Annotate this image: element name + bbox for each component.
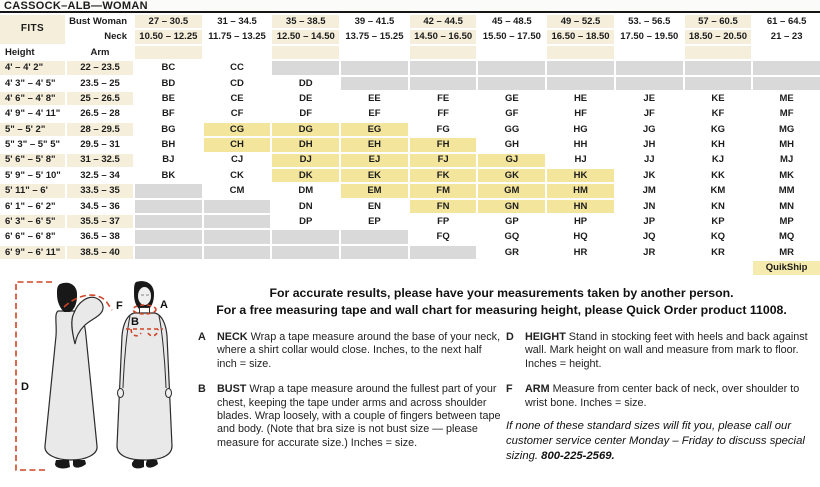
bust-range-header: 42 – 44.5 [410, 15, 477, 28]
size-cell: KN [685, 200, 752, 213]
empty-cell [410, 77, 477, 90]
size-cell: HN [547, 200, 614, 213]
spacer-cell [753, 46, 820, 59]
measure-def-D [506, 331, 818, 371]
fits-header: FITS [0, 15, 65, 44]
size-cell: FQ [410, 230, 477, 243]
collar [140, 308, 150, 314]
spacer-cell [410, 46, 477, 59]
size-cell: FN [410, 200, 477, 213]
size-cell: MP [753, 215, 820, 228]
size-cell: EJ [341, 154, 408, 167]
arm-range: 38.5 – 40 [67, 246, 133, 259]
size-cell: HG [547, 123, 614, 136]
size-cell: MG [753, 123, 820, 136]
spacer-cell [478, 46, 545, 59]
def-letter: B [198, 383, 206, 396]
size-cell: KQ [685, 230, 752, 243]
bust-range-header: 39 – 41.5 [341, 15, 408, 28]
arm-range: 23.5 – 25 [67, 77, 133, 90]
size-cell: BE [135, 92, 202, 105]
bust-range-header: 57 – 60.5 [685, 15, 752, 28]
size-cell: GE [478, 92, 545, 105]
size-cell: GQ [478, 230, 545, 243]
neck-header: Neck [67, 30, 133, 43]
size-cell: MN [753, 200, 820, 213]
empty-cell [616, 77, 683, 90]
hand-left [118, 389, 124, 398]
defs-left [198, 331, 501, 462]
size-cell: HQ [547, 230, 614, 243]
size-cell: FF [410, 107, 477, 120]
arm-range: 29.5 – 31 [67, 138, 133, 151]
size-cell: KK [685, 169, 752, 182]
size-cell: GF [478, 107, 545, 120]
size-cell: HR [547, 246, 614, 259]
def-letter: F [506, 383, 513, 396]
def-letter: A [198, 331, 206, 343]
special-sizing-text: If none of these standard sizes will fit you, please call our customer service center Monday – Friday to discuss special sizing. [506, 420, 805, 462]
size-cell: EF [341, 107, 408, 120]
figure-svg [0, 280, 200, 482]
size-cell: DN [272, 200, 339, 213]
spacer-cell [685, 46, 752, 59]
special-sizing-phone: 800-225-2569. [541, 449, 615, 462]
height-range: 6' 3" – 6' 5" [0, 215, 65, 228]
special-sizing-note [506, 419, 818, 463]
size-cell: HE [547, 92, 614, 105]
size-cell: MM [753, 184, 820, 197]
empty-cell [341, 77, 408, 90]
raised-arm [72, 297, 103, 344]
height-range: 4' – 4' 2" [0, 61, 65, 74]
arm-range: 36.5 – 38 [67, 230, 133, 243]
empty-cell [341, 246, 408, 259]
intro-line-2: For a free measuring tape and wall chart for measuring height, please Quick Order product 11008. [216, 302, 787, 317]
size-grid [0, 15, 820, 275]
size-cell: HF [547, 107, 614, 120]
empty-cell [272, 61, 339, 74]
size-cell: DJ [272, 154, 339, 167]
size-cell: GJ [478, 154, 545, 167]
empty-cell [341, 61, 408, 74]
size-cell: KP [685, 215, 752, 228]
arm-range: 33.5 – 35 [67, 184, 133, 197]
size-cell: GP [478, 215, 545, 228]
empty-cell [753, 77, 820, 90]
size-cell: DD [272, 77, 339, 90]
size-cell: CE [204, 92, 271, 105]
size-cell: HK [547, 169, 614, 182]
size-cell: EH [341, 138, 408, 151]
feet-front [132, 460, 158, 468]
height-range: 5' 9" – 5' 10" [0, 169, 65, 182]
size-cell: BH [135, 138, 202, 151]
spacer-cell [135, 46, 202, 59]
size-cell: CH [204, 138, 271, 151]
size-cell: EE [341, 92, 408, 105]
size-cell: DF [272, 107, 339, 120]
size-cell: HM [547, 184, 614, 197]
empty-cell [478, 77, 545, 90]
neck-range-header: 18.50 – 20.50 [685, 30, 752, 43]
size-cell: MR [753, 246, 820, 259]
size-cell: FE [410, 92, 477, 105]
neck-range-header: 10.50 – 12.25 [135, 30, 202, 43]
empty-cell [272, 230, 339, 243]
size-cell: HJ [547, 154, 614, 167]
height-header: Height [0, 46, 65, 59]
def-letter: D [506, 331, 514, 343]
bust-range-header: 49 – 52.5 [547, 15, 614, 28]
arm-range: 25 – 26.5 [67, 92, 133, 105]
size-cell: FK [410, 169, 477, 182]
def-text: NECK Wrap a tape measure around the base of your neck, where a shirt collar would close. Inches, to the next half inch = size. [217, 331, 501, 370]
size-cell: EK [341, 169, 408, 182]
empty-cell [135, 184, 202, 197]
spacer-cell [547, 46, 614, 59]
size-cell: GR [478, 246, 545, 259]
height-range: 4' 6" – 4' 8" [0, 92, 65, 105]
intro-text [185, 285, 818, 318]
size-cell: JF [616, 107, 683, 120]
empty-cell [135, 230, 202, 243]
size-cell: BD [135, 77, 202, 90]
size-cell: DE [272, 92, 339, 105]
label-f: F [116, 300, 123, 312]
empty-cell [685, 61, 752, 74]
spacer-cell [272, 46, 339, 59]
quikship-badge: QuikShip [753, 261, 820, 274]
size-cell: JP [616, 215, 683, 228]
arm-range: 31 – 32.5 [67, 154, 133, 167]
empty-cell [341, 230, 408, 243]
size-cell: CJ [204, 154, 271, 167]
measure-def-B [198, 383, 501, 450]
intro-line-1: For accurate results, please have your measurements taken by another person. [269, 286, 734, 300]
neck-range-header: 12.50 – 14.50 [272, 30, 339, 43]
size-cell: GH [478, 138, 545, 151]
height-range: 4' 9" – 4' 11" [0, 107, 65, 120]
size-cell: GM [478, 184, 545, 197]
height-range: 5" – 5' 2" [0, 123, 65, 136]
spacer-cell [341, 46, 408, 59]
size-cell: KR [685, 246, 752, 259]
size-cell: JQ [616, 230, 683, 243]
arm-range: 28 – 29.5 [67, 123, 133, 136]
empty-cell [204, 230, 271, 243]
arm-range: 35.5 – 37 [67, 215, 133, 228]
size-cell: FH [410, 138, 477, 151]
size-cell: FM [410, 184, 477, 197]
size-cell: JE [616, 92, 683, 105]
height-range: 5' 6" – 5' 8" [0, 154, 65, 167]
quikship-spacer [0, 261, 751, 274]
empty-cell [204, 246, 271, 259]
empty-cell [753, 61, 820, 74]
size-cell: EP [341, 215, 408, 228]
bust-range-header: 45 – 48.5 [478, 15, 545, 28]
spacer-cell [204, 46, 271, 59]
bust-range-header: 61 – 64.5 [753, 15, 820, 28]
size-cell: MH [753, 138, 820, 151]
def-text: BUST Wrap a tape measure around the fullest part of your chest, keeping the tape under arms and across shoulder blades. Wrap loosely, with a couple of fingers between tape and body. (Note that bra size is not bust size — please measure for accurate size.) Inches = size. [217, 383, 501, 449]
neck-range-header: 15.50 – 17.50 [478, 30, 545, 43]
size-cell: CD [204, 77, 271, 90]
empty-cell [685, 77, 752, 90]
size-cell: BC [135, 61, 202, 74]
size-cell: BF [135, 107, 202, 120]
height-range: 6' 1" – 6' 2" [0, 200, 65, 213]
height-range: 6' 9" – 6' 11" [0, 246, 65, 259]
size-cell: KH [685, 138, 752, 151]
size-cell: DP [272, 215, 339, 228]
size-cell: DH [272, 138, 339, 151]
size-cell: BG [135, 123, 202, 136]
size-cell: FJ [410, 154, 477, 167]
size-cell: CK [204, 169, 271, 182]
empty-cell [135, 215, 202, 228]
size-cell: DM [272, 184, 339, 197]
size-cell: KE [685, 92, 752, 105]
size-cell: KG [685, 123, 752, 136]
size-cell: GK [478, 169, 545, 182]
size-cell: HP [547, 215, 614, 228]
bust-range-header: 35 – 38.5 [272, 15, 339, 28]
size-cell: ME [753, 92, 820, 105]
label-a: A [160, 299, 168, 311]
bust-range-header: 31 – 34.5 [204, 15, 271, 28]
neck-range-header: 21 – 23 [753, 30, 820, 43]
size-cell: JG [616, 123, 683, 136]
hand-right [166, 389, 172, 398]
height-range: 5' 11" – 6' [0, 184, 65, 197]
measure-def-A [198, 331, 501, 371]
empty-cell [616, 61, 683, 74]
size-cell: EG [341, 123, 408, 136]
size-cell: FG [410, 123, 477, 136]
neck-range-header: 13.75 – 15.25 [341, 30, 408, 43]
arm-range: 32.5 – 34 [67, 169, 133, 182]
size-cell: JM [616, 184, 683, 197]
empty-cell [204, 200, 271, 213]
defs-right [506, 331, 818, 422]
size-cell: MQ [753, 230, 820, 243]
label-b: B [131, 316, 139, 328]
back-view-figure [45, 283, 103, 469]
size-cell: DG [272, 123, 339, 136]
size-cell: KF [685, 107, 752, 120]
empty-cell [547, 61, 614, 74]
neck-range-header: 11.75 – 13.25 [204, 30, 271, 43]
size-cell: EN [341, 200, 408, 213]
bust-range-header: 53. – 56.5 [616, 15, 683, 28]
size-cell: JR [616, 246, 683, 259]
empty-cell [547, 77, 614, 90]
size-cell: DK [272, 169, 339, 182]
size-cell: JN [616, 200, 683, 213]
robe-front [117, 313, 172, 460]
arm-range: 34.5 – 36 [67, 200, 133, 213]
bust-woman-header: Bust Woman [67, 15, 133, 28]
size-cell: MJ [753, 154, 820, 167]
size-cell: FP [410, 215, 477, 228]
height-range: 4' 3" – 4' 5" [0, 77, 65, 90]
empty-cell [204, 215, 271, 228]
hair-back [57, 283, 77, 312]
def-text: ARM Measure from center back of neck, over shoulder to wrist bone. Inches = size. [525, 383, 800, 409]
empty-cell [410, 61, 477, 74]
face [138, 287, 151, 305]
size-cell: JJ [616, 154, 683, 167]
size-cell: GN [478, 200, 545, 213]
arm-range: 22 – 23.5 [67, 61, 133, 74]
size-cell: KM [685, 184, 752, 197]
size-cell: HH [547, 138, 614, 151]
measure-def-F [506, 383, 818, 410]
size-cell: JH [616, 138, 683, 151]
neck-range-header: 14.50 – 16.50 [410, 30, 477, 43]
neck-range-header: 16.50 – 18.50 [547, 30, 614, 43]
empty-cell [478, 61, 545, 74]
size-cell: BJ [135, 154, 202, 167]
measurement-figure [0, 280, 200, 487]
size-cell: CF [204, 107, 271, 120]
size-cell: JK [616, 169, 683, 182]
arm-header: Arm [67, 46, 133, 59]
chart-title: CASSOCK–ALB—WOMAN [0, 0, 820, 13]
height-range: 5" 3" – 5" 5" [0, 138, 65, 151]
size-cell: CG [204, 123, 271, 136]
arm-range: 26.5 – 28 [67, 107, 133, 120]
empty-cell [135, 246, 202, 259]
neck-range-header: 17.50 – 19.50 [616, 30, 683, 43]
size-cell: CC [204, 61, 271, 74]
spacer-cell [616, 46, 683, 59]
def-text: HEIGHT Stand in stocking feet with heels and back against wall. Mark height on wall and measure from mark to floor. Inches = height. [525, 331, 808, 370]
label-d: D [21, 381, 29, 393]
feet-back [55, 460, 86, 468]
size-cell: EM [341, 184, 408, 197]
empty-cell [135, 200, 202, 213]
empty-cell [410, 246, 477, 259]
robe-back [45, 311, 97, 460]
empty-cell [272, 246, 339, 259]
size-cell: MF [753, 107, 820, 120]
size-cell: MK [753, 169, 820, 182]
size-cell: BK [135, 169, 202, 182]
height-range: 6' 6" – 6' 8" [0, 230, 65, 243]
size-cell: KJ [685, 154, 752, 167]
bust-range-header: 27 – 30.5 [135, 15, 202, 28]
size-cell: CM [204, 184, 271, 197]
size-cell: GG [478, 123, 545, 136]
